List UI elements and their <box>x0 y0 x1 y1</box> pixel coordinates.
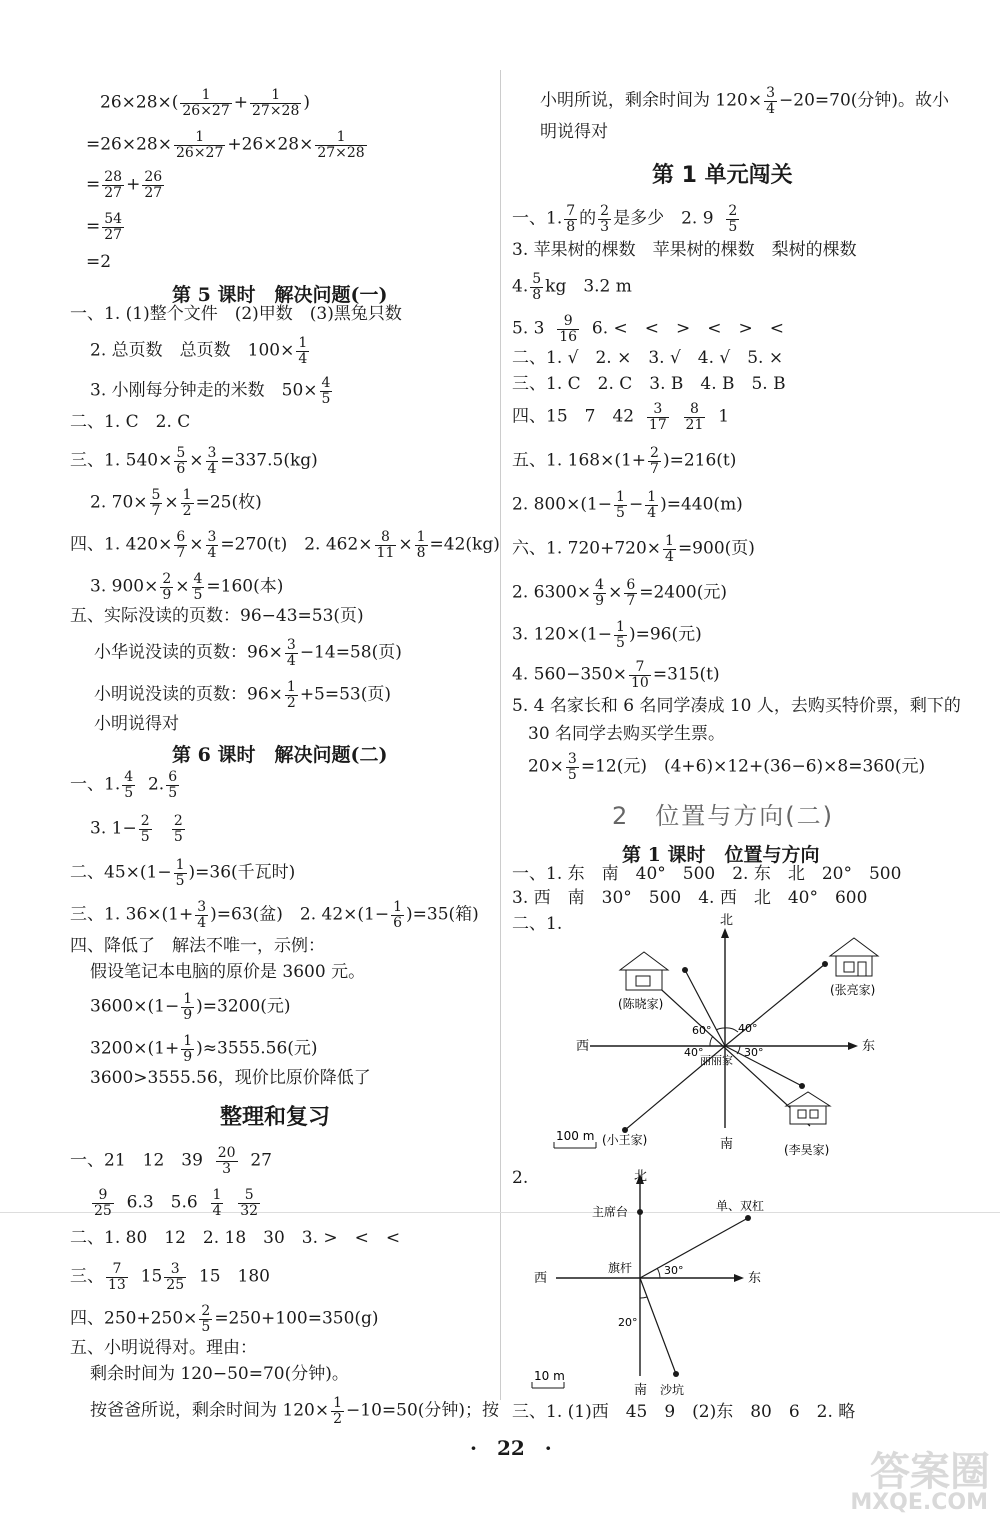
answer-line: 假设笔记本电脑的原价是 3600 元。 <box>90 962 366 982</box>
map-label-zhang: (张亮家) <box>830 983 876 997</box>
answer-line: 5. 4 名家长和 6 名同学凑成 10 人，去购买特价票，剩下的 <box>512 696 961 716</box>
map-label-north: 北 <box>720 913 734 928</box>
fraction: $\frac{3}{5}$ <box>567 751 577 783</box>
map-label-west: 西 <box>534 1271 548 1286</box>
answer-line: 二、1. √ 2. × 3. √ 4. √ 5. × <box>512 348 784 368</box>
map-scale: 100 m <box>556 1129 595 1143</box>
fraction: $\frac{3}{4}$ <box>207 445 217 477</box>
answer-line: 一、1. (1)整个文件 (2)甲数 (3)黑兔只数 <box>70 304 402 324</box>
expr-line-2: =26×28× $\frac{1}{26\times 27}$ +26×28× $\frac{1}{27\times 28}$ <box>86 129 365 161</box>
expr-line-3: = $\frac{28}{27}$ + $\frac{26}{27}$ <box>86 169 163 201</box>
answer-line: 三、1. 36×(1+ $\frac{3}{4}$ )=63(盆) 2. 42×(1− $\frac{1}{6}$ )=35(箱) <box>70 899 479 931</box>
fraction: $\frac{1}{27\times 28}$ <box>252 87 300 119</box>
answer-line: 五、小明说得对。理由： <box>70 1338 257 1358</box>
map-label-south: 南 <box>634 1383 648 1398</box>
fraction: $\frac{9}{25}$ <box>94 1187 112 1219</box>
answer-line: 3600>3555.56，现价比原价降低了 <box>90 1068 371 1088</box>
answer-line: 3. 西 南 30° 500 4. 西 北 40° 600 <box>512 888 868 908</box>
fraction: $\frac{28}{27}$ <box>104 169 123 201</box>
answer-line: 五、实际没读的页数：96−43=53(页) <box>70 606 364 626</box>
fraction: $\frac{7}{10}$ <box>631 659 649 691</box>
map-label-bars: 单、双杠 <box>716 1199 765 1213</box>
fraction: $\frac{2}{5}$ <box>201 1303 211 1335</box>
fraction: $\frac{6}{5}$ <box>168 769 178 801</box>
map-label-pit: 沙坑 <box>660 1383 685 1397</box>
fraction: $\frac{1}{26\times 27}$ <box>176 129 224 161</box>
fraction: $\frac{9}{16}$ <box>559 313 578 345</box>
fraction: $\frac{5}{32}$ <box>240 1187 259 1219</box>
answer-line: 小明说没读的页数：96× $\frac{1}{2}$ +5=53(页) <box>94 679 392 711</box>
fraction: $\frac{2}{5}$ <box>140 813 150 845</box>
fraction: $\frac{1}{6}$ <box>393 899 403 931</box>
page-number: · 22 · <box>470 1436 552 1460</box>
fraction: $\frac{1}{5}$ <box>175 857 185 889</box>
map-label-wang: (小王家) <box>602 1133 648 1147</box>
chapter-title: 2 位置与方向(二) <box>612 802 834 830</box>
angle-label: 40° <box>738 1022 758 1035</box>
answer-line: 5. 3 $\frac{9}{16}$ 6. < < > < > < <box>512 313 784 345</box>
answer-line: 一、1. $\frac{7}{8}$ 的 $\frac{2}{3}$ 是多少 2. 9 $\frac{2}{5}$ <box>512 203 738 235</box>
answer-line: 剩余时间为 120−50=70(分钟)。 <box>90 1364 349 1384</box>
answer-line: 3. 1− $\frac{2}{5}$ $\frac{2}{5}$ <box>90 813 183 845</box>
fraction: $\frac{1}{2}$ <box>286 679 296 711</box>
answer-line: 五、1. 168×(1+ $\frac{2}{7}$ )=216(t) <box>512 445 737 477</box>
answer-line: 三、1. 540× $\frac{5}{6}$ × $\frac{3}{4}$ =337.5(kg) <box>70 445 318 477</box>
angle-label: 30° <box>744 1046 764 1059</box>
map-label-north: 北 <box>634 1169 648 1184</box>
answer-line: 2. <box>512 1168 529 1188</box>
map-label-li: (李昊家) <box>784 1143 830 1157</box>
answer-line: 四、1. 420× $\frac{6}{7}$ × $\frac{3}{4}$ =270(t) 2. 462× $\frac{8}{11}$ × $\frac{1}{8}$ =42(kg) <box>70 529 500 561</box>
answer-line: 3600×(1− $\frac{1}{9}$ )=3200(元) <box>90 991 291 1023</box>
fraction: $\frac{4}{5}$ <box>321 375 331 407</box>
section-heading-unit1: 第 1 单元闯关 <box>652 163 793 188</box>
answer-line: 小华说没读的页数：96× $\frac{3}{4}$ −14=58(页) <box>94 637 402 669</box>
map-label-center: 旗杆 <box>608 1261 633 1275</box>
expr-line-1: 26×28×( $\frac{1}{26\times 27}$ + $\frac{1}{27\times 28}$ ) <box>100 87 310 119</box>
house-icon <box>786 1092 830 1124</box>
fraction: $\frac{8}{11}$ <box>376 529 395 561</box>
expr-line-4: = $\frac{54}{27}$ <box>86 211 123 243</box>
fraction: $\frac{1}{9}$ <box>183 991 193 1023</box>
answer-line: $\frac{9}{25}$ 6.3 5.6 $\frac{1}{4}$ $\frac{5}{32}$ <box>94 1187 259 1219</box>
direction-map-1 <box>540 908 900 1168</box>
answer-line: 明说得对 <box>540 122 608 142</box>
fraction: $\frac{4}{5}$ <box>193 571 203 603</box>
fraction: $\frac{1}{5}$ <box>616 489 625 521</box>
fraction: $\frac{1}{27\times 28}$ <box>317 129 365 161</box>
fraction: $\frac{1}{4}$ <box>298 335 308 367</box>
answer-line: 一、1. $\frac{4}{5}$ 2. $\frac{6}{5}$ <box>70 769 178 801</box>
answer-line: 四、15 7 42 $\frac{3}{17}$ $\frac{8}{21}$ 1 <box>512 401 730 433</box>
fraction: $\frac{2}{5}$ <box>173 813 183 845</box>
fraction: $\frac{1}{26\times 27}$ <box>182 87 230 119</box>
map-scale: 10 m <box>534 1369 565 1383</box>
fraction: $\frac{1}{4}$ <box>647 489 657 521</box>
map-label-south: 南 <box>720 1137 734 1152</box>
fraction: $\frac{20}{3}$ <box>217 1145 236 1177</box>
house-icon <box>830 938 878 976</box>
fraction: $\frac{4}{5}$ <box>124 769 134 801</box>
section-heading-lesson5: 第 5 课时 解决问题(一) <box>172 284 388 306</box>
fraction: $\frac{3}{25}$ <box>166 1261 185 1293</box>
fraction: $\frac{4}{9}$ <box>595 577 605 609</box>
answer-line: 二、45×(1− $\frac{1}{5}$ )=36(千瓦时) <box>70 857 296 889</box>
map-label-east: 东 <box>748 1271 762 1286</box>
fraction: $\frac{1}{2}$ <box>333 1395 343 1427</box>
answer-line: 四、250+250× $\frac{2}{5}$ =250+100=350(g) <box>70 1303 379 1335</box>
answer-line: 一、1. 东 南 40° 500 2. 东 北 20° 500 <box>512 864 902 884</box>
answer-line: 30 名同学去购买学生票。 <box>528 724 726 744</box>
answer-line: 3. 120×(1− $\frac{1}{5}$ )=96(元) <box>512 619 702 651</box>
answer-line: 二、1. C 2. C <box>70 412 191 432</box>
answer-line: 4. $\frac{5}{8}$ kg 3.2 m <box>512 271 632 303</box>
fraction: $\frac{3}{17}$ <box>648 401 667 433</box>
answer-line: 3. 苹果树的棵数 苹果树的棵数 梨树的棵数 <box>512 240 857 260</box>
answer-line: 2. 总页数 总页数 100× $\frac{1}{4}$ <box>90 335 308 367</box>
section-heading-lesson6: 第 6 课时 解决问题(二) <box>172 744 388 766</box>
fraction: $\frac{1}{2}$ <box>182 487 192 519</box>
column-divider <box>500 70 501 1400</box>
map-label-center: 丽丽家 <box>700 1054 733 1067</box>
fraction: $\frac{1}{4}$ <box>665 533 674 565</box>
answer-line: 三、1. C 2. C 3. B 4. B 5. B <box>512 374 786 394</box>
fraction: $\frac{3}{4}$ <box>286 637 296 669</box>
angle-label: 40° <box>684 1046 704 1059</box>
fraction: $\frac{6}{7}$ <box>176 529 186 561</box>
map-label-east: 东 <box>862 1039 876 1054</box>
angle-label: 30° <box>664 1264 684 1277</box>
answer-line: 小明说得对 <box>94 714 179 734</box>
answer-line: 3. 小刚每分钟走的米数 50× $\frac{4}{5}$ <box>90 375 331 407</box>
fraction: $\frac{6}{7}$ <box>626 577 636 609</box>
answer-line: 3. 900× $\frac{2}{9}$ × $\frac{4}{5}$ =160(本) <box>90 571 284 603</box>
answer-line: 二、1. <box>512 914 563 934</box>
fraction: $\frac{5}{7}$ <box>151 487 161 519</box>
fraction: $\frac{54}{27}$ <box>104 211 123 243</box>
answer-line: 2. 800×(1− $\frac{1}{5}$ − $\frac{1}{4}$ )=440(m) <box>512 489 743 521</box>
angle-label: 60° <box>692 1024 712 1037</box>
answer-line: 按爸爸所说，剩余时间为 120× $\frac{1}{2}$ −10=50(分钟)；按 <box>90 1395 500 1427</box>
fraction: $\frac{2}{7}$ <box>650 445 659 477</box>
map-label-chen: (陈晓家) <box>618 997 664 1011</box>
answer-line: 四、降低了 解法不唯一，示例： <box>70 936 325 956</box>
fraction: $\frac{7}{13}$ <box>108 1261 126 1293</box>
answer-line: 4. 560−350× $\frac{7}{10}$ =315(t) <box>512 659 720 691</box>
fraction: $\frac{8}{21}$ <box>685 401 704 433</box>
answer-line: 六、1. 720+720× $\frac{1}{4}$ =900(页) <box>512 533 755 565</box>
fraction: $\frac{3}{4}$ <box>197 899 207 931</box>
house-icon <box>620 952 668 990</box>
expr-line-5: =2 <box>86 252 112 272</box>
fraction: $\frac{3}{4}$ <box>207 529 217 561</box>
answer-line: 2. 70× $\frac{5}{7}$ × $\frac{1}{2}$ =25(枚) <box>90 487 262 519</box>
answer-line: 小明所说，剩余时间为 120× $\frac{3}{4}$ −20=70(分钟)。故小 <box>540 85 950 117</box>
fraction: $\frac{5}{8}$ <box>532 271 542 303</box>
angle-label: 20° <box>618 1316 638 1329</box>
watermark-url: MXQE.COM <box>850 1490 988 1515</box>
answer-line: 二、1. 80 12 2. 18 30 3. > < < <box>70 1228 401 1248</box>
fraction: $\frac{7}{8}$ <box>566 203 576 235</box>
fraction: $\frac{3}{4}$ <box>766 85 776 117</box>
watermark-logo: 答案圈 <box>870 1449 990 1495</box>
answer-line: 20× $\frac{3}{5}$ =12(元) (4+6)×12+(36−6)×8=360(元) <box>528 751 926 783</box>
answer-line: 一、21 12 39 $\frac{20}{3}$ 27 <box>70 1145 272 1177</box>
fraction: $\frac{1}{9}$ <box>183 1033 193 1065</box>
section-heading-review: 整理和复习 <box>220 1105 331 1130</box>
fraction: $\frac{1}{8}$ <box>416 529 426 561</box>
fraction: $\frac{5}{6}$ <box>176 445 186 477</box>
fraction: $\frac{2}{9}$ <box>162 571 172 603</box>
section-heading-lesson1: 第 1 课时 位置与方向 <box>622 844 820 866</box>
answer-line: 3200×(1+ $\frac{1}{9}$ )≈3555.56(元) <box>90 1033 318 1065</box>
fraction: $\frac{1}{4}$ <box>212 1187 222 1219</box>
fraction: $\frac{2}{5}$ <box>728 203 738 235</box>
fraction: $\frac{2}{3}$ <box>600 203 610 235</box>
direction-map-2 <box>520 1166 820 1402</box>
answer-line: 三、 $\frac{7}{13}$ 15 $\frac{3}{25}$ 15 180 <box>70 1261 271 1293</box>
answer-line: 2. 6300× $\frac{4}{9}$ × $\frac{6}{7}$ =2400(元) <box>512 577 728 609</box>
answer-line: 三、1. (1)西 45 9 (2)东 80 6 2. 略 <box>512 1402 856 1422</box>
fraction: $\frac{26}{27}$ <box>144 169 163 201</box>
map-label-west: 西 <box>576 1039 590 1054</box>
fraction: $\frac{1}{5}$ <box>616 619 625 651</box>
map-label-podium: 主席台 <box>592 1205 629 1219</box>
